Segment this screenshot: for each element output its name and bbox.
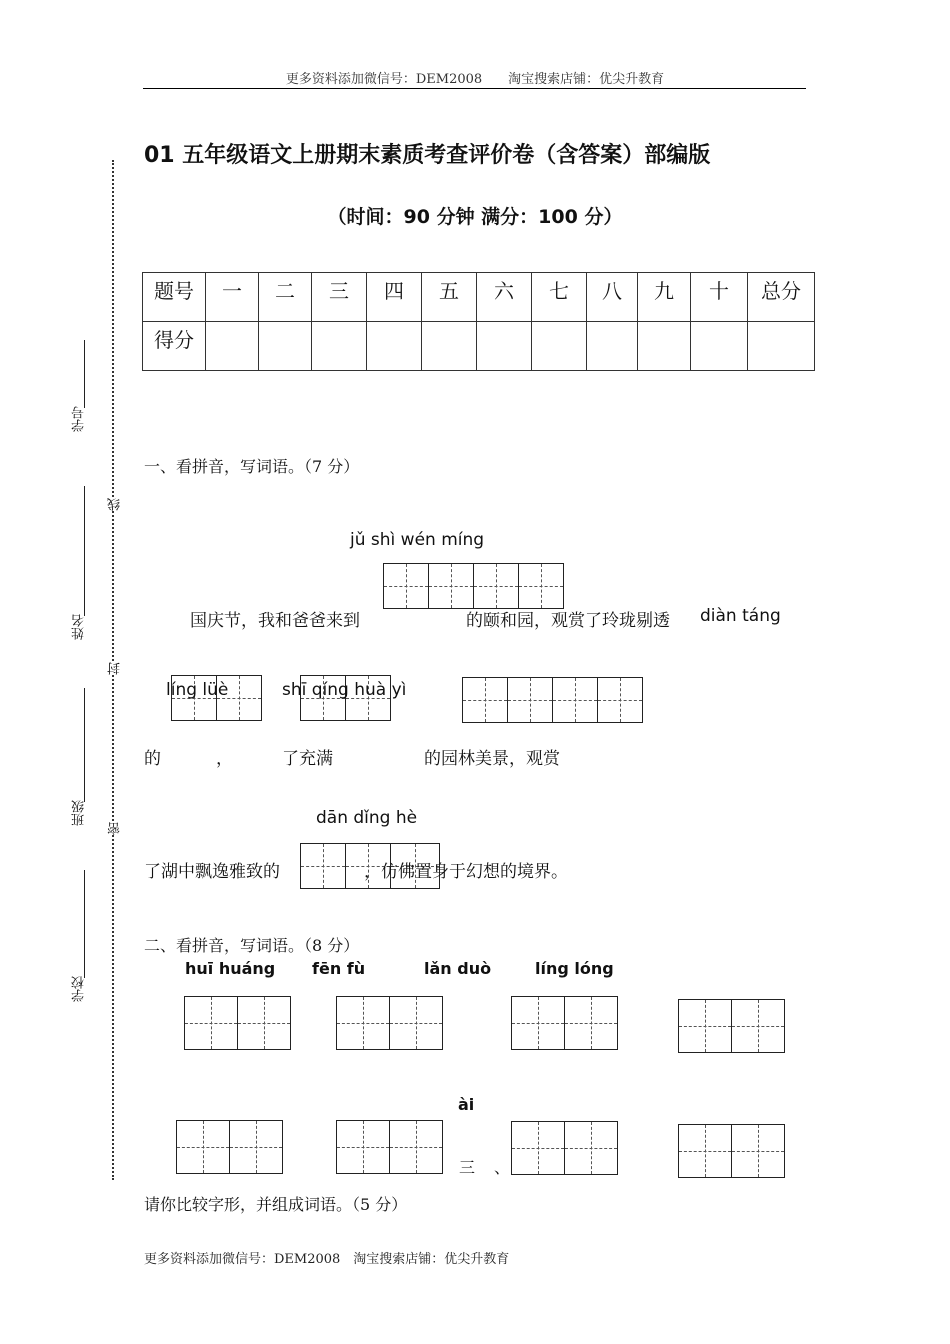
answer-box[interactable] xyxy=(383,563,429,609)
exam-time-score: （时间：90 分钟 满分：100 分） xyxy=(327,206,623,228)
score-table-score-row xyxy=(143,322,815,371)
table-header-cell: 三 xyxy=(312,273,367,322)
table-header-cell: 二 xyxy=(259,273,312,322)
answer-box[interactable] xyxy=(731,999,785,1053)
score-cell[interactable] xyxy=(477,322,532,371)
sentence-line3-part1: 了湖中飘逸雅致的 xyxy=(144,862,280,882)
score-table xyxy=(142,272,815,371)
answer-box[interactable] xyxy=(564,1121,618,1175)
sentence-line2-part2: ， xyxy=(216,749,233,769)
school-label: 学校 xyxy=(72,976,87,1002)
score-cell[interactable] xyxy=(691,322,748,371)
table-header-cell: 题号 xyxy=(143,273,206,322)
pinyin-diantang: diàn táng xyxy=(700,606,781,626)
table-header-cell: 七 xyxy=(532,273,587,322)
answer-box[interactable] xyxy=(237,996,291,1050)
header-rule xyxy=(143,88,806,89)
sentence-line1-part2: 的颐和园，观赏了玲珑剔透 xyxy=(466,611,670,631)
seal-char-xian: 线 xyxy=(108,498,123,511)
answer-box[interactable] xyxy=(731,1124,785,1178)
score-cell[interactable] xyxy=(638,322,691,371)
score-cell[interactable] xyxy=(312,322,367,371)
pinyin-fenfu: fēn fù xyxy=(312,959,366,978)
answer-box[interactable] xyxy=(300,843,346,889)
pinyin-dandinghe: dān dǐng hè xyxy=(316,808,418,828)
pinyin-shiqinghuayi: shī qíng huà yì xyxy=(282,680,407,700)
answer-box[interactable] xyxy=(389,996,443,1050)
table-header-cell: 九 xyxy=(638,273,691,322)
section3-number: 三 xyxy=(459,1158,476,1177)
name-line xyxy=(84,486,85,616)
answer-box[interactable] xyxy=(176,1120,230,1174)
pinyin-linglue: líng lüè xyxy=(166,680,229,700)
score-cell[interactable] xyxy=(748,322,815,371)
answer-box[interactable] xyxy=(511,1121,565,1175)
page-header: 更多资料添加微信号：DEM2008 淘宝搜索店铺：优尖升教育 xyxy=(285,72,665,87)
answer-box[interactable] xyxy=(507,677,553,723)
pinyin-ai: ài xyxy=(458,1095,475,1114)
answer-box[interactable] xyxy=(428,563,474,609)
sentence-line3-part2: ，仿佛置身于幻想的境界。 xyxy=(364,862,568,882)
section2-heading: 二、看拼音，写词语。（8 分） xyxy=(144,936,360,955)
table-header-cell: 八 xyxy=(587,273,638,322)
answer-box[interactable] xyxy=(336,1120,390,1174)
table-row-label: 得分 xyxy=(143,322,206,371)
answer-box[interactable] xyxy=(473,563,519,609)
student-id-label: 学号 xyxy=(72,406,87,432)
answer-box[interactable] xyxy=(462,677,508,723)
section3-heading: 请你比较字形，并组成词语。（5 分） xyxy=(144,1195,408,1214)
section1-heading: 一、看拼音，写词语。（7 分） xyxy=(144,457,360,476)
score-cell[interactable] xyxy=(532,322,587,371)
page-footer: 更多资料添加微信号：DEM2008 淘宝搜索店铺：优尖升教育 xyxy=(144,1252,510,1267)
pinyin-lanudo: lǎn duò xyxy=(424,959,492,978)
score-cell[interactable] xyxy=(367,322,422,371)
answer-box[interactable] xyxy=(597,677,643,723)
score-cell[interactable] xyxy=(422,322,477,371)
table-header-cell: 六 xyxy=(477,273,532,322)
answer-box[interactable] xyxy=(184,996,238,1050)
score-cell[interactable] xyxy=(587,322,638,371)
answer-box[interactable] xyxy=(389,1120,443,1174)
pinyin-jushiwenming: jǔ shì wén míng xyxy=(350,530,485,550)
seal-char-feng: 封 xyxy=(108,662,123,675)
score-cell[interactable] xyxy=(259,322,312,371)
answer-box[interactable] xyxy=(678,1124,732,1178)
score-table-header-row xyxy=(143,273,815,322)
table-header-cell: 十 xyxy=(691,273,748,322)
table-header-cell: 五 xyxy=(422,273,477,322)
section3-number-separator: 、 xyxy=(494,1158,511,1177)
table-header-cell: 一 xyxy=(206,273,259,322)
sentence-line2-part4: 的园林美景，观赏 xyxy=(424,749,560,769)
answer-box[interactable] xyxy=(511,996,565,1050)
answer-box[interactable] xyxy=(564,996,618,1050)
table-header-cell: 总分 xyxy=(748,273,815,322)
seal-char-mi: 密 xyxy=(108,822,123,835)
name-label: 姓名 xyxy=(72,614,87,640)
sentence-line2-part1: 的 xyxy=(144,749,161,769)
answer-box[interactable] xyxy=(552,677,598,723)
page-title: 01 五年级语文上册期末素质考查评价卷（含答案）部编版 xyxy=(144,143,711,168)
answer-box[interactable] xyxy=(678,999,732,1053)
student-id-line xyxy=(84,340,85,408)
sentence-line2-part3: 了充满 xyxy=(282,749,333,769)
class-line xyxy=(84,688,85,802)
answer-box[interactable] xyxy=(518,563,564,609)
class-label: 班级 xyxy=(72,800,87,826)
table-header-cell: 四 xyxy=(367,273,422,322)
school-line xyxy=(84,870,85,978)
score-cell[interactable] xyxy=(206,322,259,371)
sentence-line1-part1: 国庆节，我和爸爸来到 xyxy=(190,611,360,631)
answer-box[interactable] xyxy=(229,1120,283,1174)
pinyin-huihuang: huī huáng xyxy=(185,959,276,978)
answer-box[interactable] xyxy=(336,996,390,1050)
pinyin-linglong: líng lóng xyxy=(535,959,614,978)
